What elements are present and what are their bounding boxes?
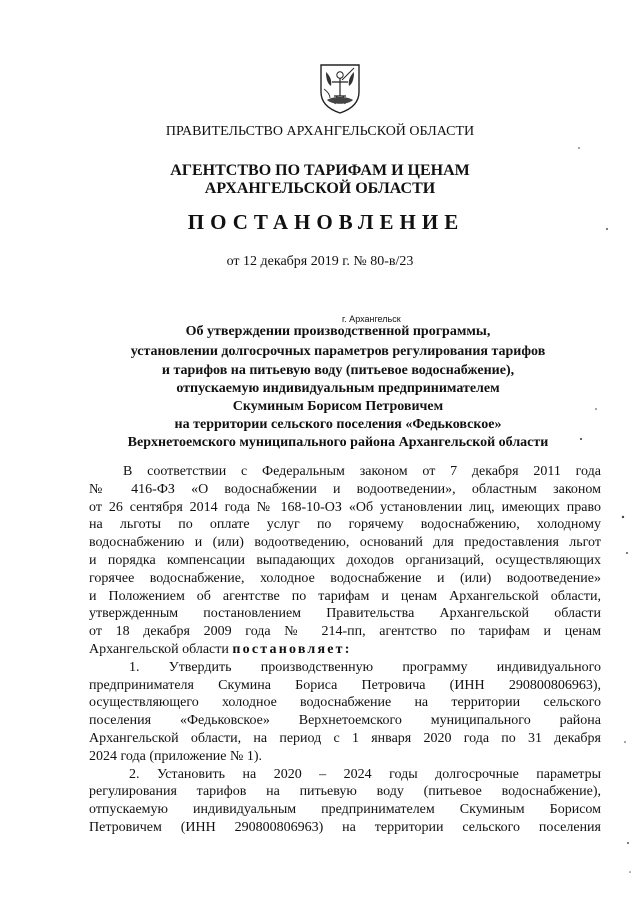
title-line: Об утверждении производственной программы,: [185, 324, 491, 339]
document-body: [89, 463, 601, 837]
body-line: от 26 сентября 2014 года № 168-10-ОЗ «Об установлении лиц, имеющих право: [89, 499, 601, 515]
body-line: и порядка компенсации выпадающих доходов организаций, осуществляющих: [89, 552, 601, 568]
body-line: № 416-ФЗ «О водоснабжении и водоотведении», областным законом: [89, 481, 601, 497]
document-city: г. Архангельск: [342, 314, 401, 324]
government-name: ПРАВИТЕЛЬСТВО АРХАНГЕЛЬСКОЙ ОБЛАСТИ: [165, 124, 475, 139]
resolve-lead: Архангельской области: [89, 641, 229, 657]
agency-name-line-1: АГЕНТСТВО ПО ТАРИФАМ И ЦЕНАМ: [170, 162, 470, 179]
resolve-word: постановляет:: [232, 641, 352, 657]
body-line: утвержденным постановлением Правительства Архангельской области: [89, 606, 601, 622]
title-line: на территории сельского поселения «Федьковское»: [174, 417, 502, 432]
title-line: отпускаемую индивидуальным предпринимателем: [176, 381, 500, 396]
item1-line: осуществляющего холодное водоснабжение на территории сельского: [89, 695, 601, 711]
document-type-heading: ПОСТАНОВЛЕНИЕ: [187, 210, 465, 234]
body-line: водоснабжению и (или) водоотведению, оснований для предоставления льгот: [89, 535, 601, 551]
body-line: и Положением об агентстве по тарифам и ценам Архангельской области,: [89, 588, 601, 604]
resolve-line: [89, 641, 601, 659]
agency-name-line-2: АРХАНГЕЛЬСКОЙ ОБЛАСТИ: [204, 180, 436, 197]
body-line: от 18 декабря 2009 года № 214-пп, агентство по тарифам и ценам: [89, 624, 601, 640]
title-line: Скуминым Борисом Петровичем: [232, 399, 444, 414]
item1-line: 2024 года (приложение № 1).: [89, 748, 263, 764]
item1-line: Архангельской области, на период с 1 января 2020 года по 31 декабря: [89, 730, 601, 746]
title-line: Верхнетоемского муниципального района Архангельской области: [127, 435, 549, 450]
item1-line: поселения «Федьковское» Верхнетоемского муниципального района: [89, 713, 601, 729]
item1-line: 1. Утвердить производственную программу индивидуального: [129, 659, 601, 675]
item2-line: Петровичем (ИНН 290800806963) на территории сельского поселения: [89, 819, 601, 835]
item2-line: отпускаемую индивидуальным предпринимателем Скуминым Борисом: [89, 802, 601, 818]
title-line: и тарифов на питьевую воду (питьевое водоснабжение),: [161, 363, 515, 378]
title-line: установлении долгосрочных параметров регулирования тарифов: [130, 344, 546, 359]
document-date-number: от 12 декабря 2019 г. № 80-в/23: [226, 254, 414, 269]
item2-line: 2. Установить на 2020 – 2024 годы долгосрочные параметры: [129, 766, 601, 782]
body-line: на льготы по оплате услуг по горячему водоснабжению, холодному: [89, 517, 601, 533]
item1-line: предпринимателя Скумина Бориса Петровича (ИНН 290800806963),: [89, 677, 601, 693]
coat-of-arms-emblem: [318, 62, 362, 114]
item2-line: регулирования тарифов на питьевую воду (питьевое водоснабжение),: [89, 784, 601, 800]
body-line: горячее водоснабжение, холодное водоснабжение и (или) водоотведение»: [89, 570, 601, 586]
body-line: В соответствии с Федеральным законом от 7 декабря 2011 года: [123, 464, 601, 479]
